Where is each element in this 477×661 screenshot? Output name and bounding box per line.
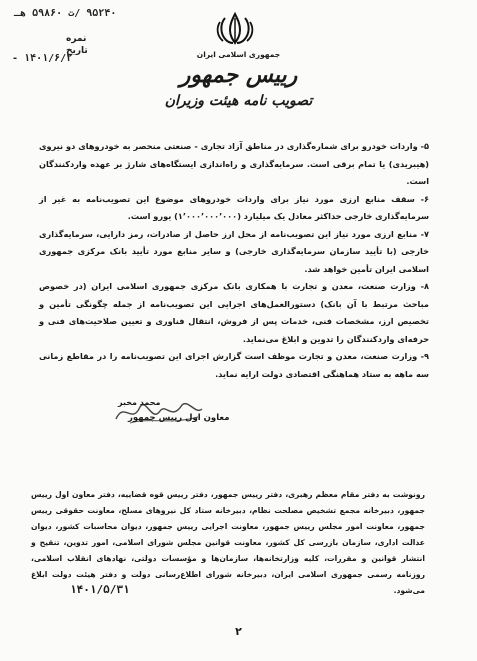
republic-name: جمهوری اسلامی ایران: [196, 50, 281, 59]
office-title: رییس جمهور: [179, 62, 298, 88]
clause-6: ۶- سقف منابع ارزی مورد نیاز برای واردات خودروهای موضوع این تصویب‌نامه به غیر از سرمایه‌گذاری خارجی حداکثر معادل یک میلیارد (۱٬۰۰۰٬۰۰۰٬۰۰۰) یورو است.: [39, 193, 429, 221]
clause-8: ۸- وزارت صنعت، معدن و تجارت با همکاری بانک مرکزی جمهوری اسلامی ایران (در خصوص مباحث مرتبط با آن بانک) دستورالعمل‌های اجرایی این تصویب‌نامه از جمله چگونگی تأمین و تخصیص ارز، مشخصات فنی، خدمات پس از فروش، انتقال فناوری و تعیین صلاحیت‌های فنی و حرفه‌ای واردکنندگان را تدوین و ابلاغ می‌نماید.: [39, 281, 429, 344]
signatory-title: معاون اول رییس جمهور: [128, 413, 230, 423]
iran-emblem-icon: [212, 12, 258, 46]
registration-number: ۹۵۲۴۰ /ت ۵۹۸۶۰ هـ: [14, 8, 117, 19]
distribution-date: ۱۴۰۱/۵/۳۱: [70, 583, 130, 596]
clause-9: ۹- وزارت صنعت، معدن و تجارت موظف است گزارش اجرای این تصویب‌نامه را در مقاطع زمانی سه ماهه به ستاد هماهنگی اقتصادی دولت ارایه نماید.: [39, 351, 429, 379]
page-number: ۲: [235, 625, 242, 638]
signatory-name: محمد مخبر: [118, 398, 161, 407]
clause-5: ۵- واردات خودرو برای شماره‌گذاری در مناطق آزاد تجاری - صنعتی منحصر به خودروهای دو نیروی (هیبریدی) یا تمام برقی است. سرمایه‌گذاری و راه‌اندازی ایستگاه‌های شارژ بر عهده واردکنندگان است.: [39, 141, 429, 186]
resolution-subtitle: تصویب نامه هیئت وزیران: [164, 93, 313, 109]
distribution-list: رونوشت به دفتر مقام معظم رهبری، دفتر رییس جمهور، دفتر رییس قوه قضاییه، دفتر معاون اول رییس جمهور، دبیرخانه مجمع تشخیص مصلحت نظام، دبیرخانه ستاد کل نیروهای مسلح، معاونت حقوقی رییس جمهور، معاونت امور مجلس رییس جمهور، معاونت اجرایی رییس جمهور، دیوان محاسبات کشور، دیوان عدالت اداری، سازمان بازرسی کل کشور، معاونت قوانین مجلس شورای اسلامی، امور تدوین، تنقیح و انتشار قوانین و مقررات، کلیه وزارتخانه‌ها، سازمان‌ها و مؤسسات دولتی، نهادهای انقلاب اسلامی، روزنامه رسمی جمهوری اسلامی ایران، دبیرخانه شورای اطلاع‌رسانی دولت و دفتر هیئت دولت ابلاغ می‌شود.: [31, 490, 425, 595]
resolution-body: [39, 138, 429, 383]
registration-date: ۱۴۰۱/۶/۲ -: [12, 53, 73, 64]
registration-date-label: تاریخ: [66, 46, 88, 56]
clause-7: ۷- منابع ارزی مورد نیاز این تصویب‌نامه از محل ارز حاصل از صادرات، رمز دارایی، سرمایه‌گذاری خارجی (با تأیید سازمان سرمایه‌گذاری خارجی) و سایر منابع مورد تأیید بانک مرکزی جمهوری اسلامی ایران تأمین خواهد شد.: [39, 228, 429, 274]
registration-number-label: نمره: [66, 34, 87, 44]
